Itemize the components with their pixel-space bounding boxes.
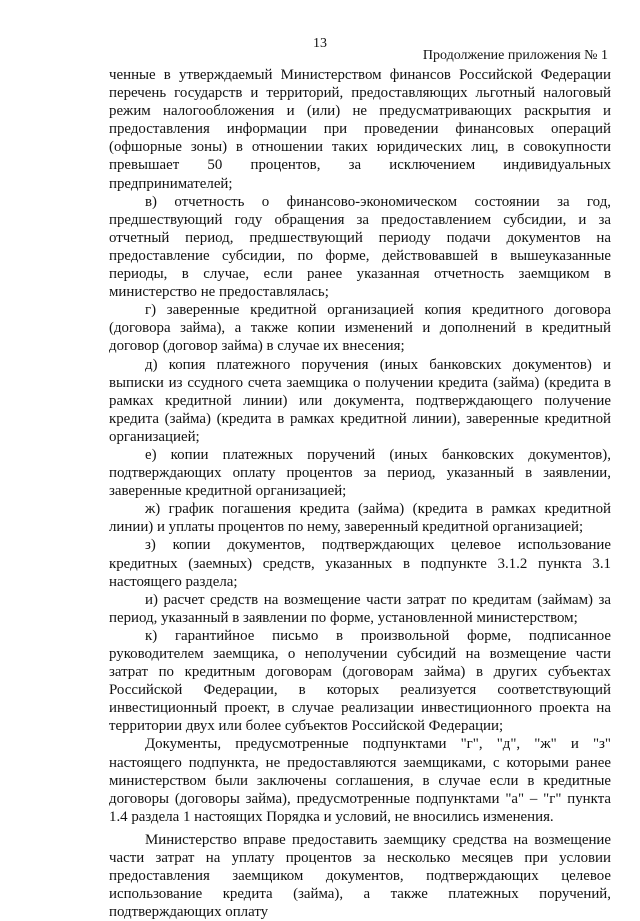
paragraph-item-g: г) заверенные кредитной организацией копия кредитного договора (договора займа), а также копии изменений и дополнений в кредитный договор (договор займа) в случае их внесения; (109, 302, 611, 355)
document-body (109, 66, 611, 921)
paragraph-documents-note: Документы, предусмотренные подпунктами "г", "д", "ж" и "з" настоящего подпункта, не предоставляются заемщиками, с которыми ранее министерством были заключены соглашения, в случае если в кредитные договоры (договоры займа), предусмотренные подпунктами "а" – "г" пункта 1.4 раздела 1 настоящих Порядка и условий, не вносились изменения. (109, 736, 611, 825)
paragraph-continuation: ченные в утверждаемый Министерством финансов Российской Федерации перечень государств и территорий, предоставляющих льготный налоговый режим налогообложения и (или) не предусматривающих раскрытия и предоставления информации при проведении финансовых операций (офшорные зоны) в отношении таких юридических лиц, в совокупности превышает 50 процентов, за исключением индивидуальных предпринимателей; (109, 67, 611, 192)
paragraph-item-v: в) отчетность о финансово-экономическом состоянии за год, предшествующий году обращения за предоставлением субсидии, и за отчетный период, предшествующий периоду подачи документов на предоставление субсидии, по форме, действовавшей в вышеуказанные периоды, в случае, если ранее указанная отчетность заемщиком в министерство не предоставлялась; (109, 193, 611, 301)
page-number: 13 (313, 36, 327, 51)
paragraph-item-k: к) гарантийное письмо в произвольной форме, подписанное руководителем заемщика, о неполучении субсидий на возмещение части затрат по кредитным договорам (договорам займа) в других субъектах Российской Федерации, в которых реализуется соответствующий инвестиционный проект, в случае реализации инвестиционного проекта на территории двух или более субъектов Российской Федерации; (109, 627, 611, 735)
paragraph-item-e: е) копии платежных поручений (иных банковских документов), подтверждающих оплату процентов за период, указанный в заявлении, заверенные кредитной организацией; (109, 446, 611, 500)
paragraph-ministry-right: Министерство вправе предоставить заемщику средства на возмещение части затрат на уплату процентов за несколько месяцев при условии предоставления заемщиком документов, подтверждающих целевое использование кредита (займа), а также платежных поручений, подтверждающих оплату (109, 831, 611, 921)
paragraph-item-d: д) копия платежного поручения (иных банковских документов) и выписки из ссудного счета заемщика о получении кредита (займа) (кредита в рамках кредитной линии) или документа, подтверждающего получение кредита (займа) (кредита в рамках кредитной линии), заверенные кредитной организацией; (109, 356, 611, 445)
paragraph-item-i: и) расчет средств на возмещение части затрат по кредитам (займам) за период, указанный в заявлении по форме, установленной министерством; (109, 591, 611, 626)
paragraph-item-zh: ж) график погашения кредита (займа) (кредита в рамках кредитной линии) и уплаты процентов по нему, заверенный кредитной организацией; (109, 501, 611, 536)
appendix-continuation-label: Продолжение приложения № 1 (422, 48, 608, 63)
paragraph-item-z: з) копии документов, подтверждающих целевое использование кредитных (заемных) средств, указанных в подпункте 3.1.2 пункта 3.1 настоящего раздела; (109, 537, 611, 590)
